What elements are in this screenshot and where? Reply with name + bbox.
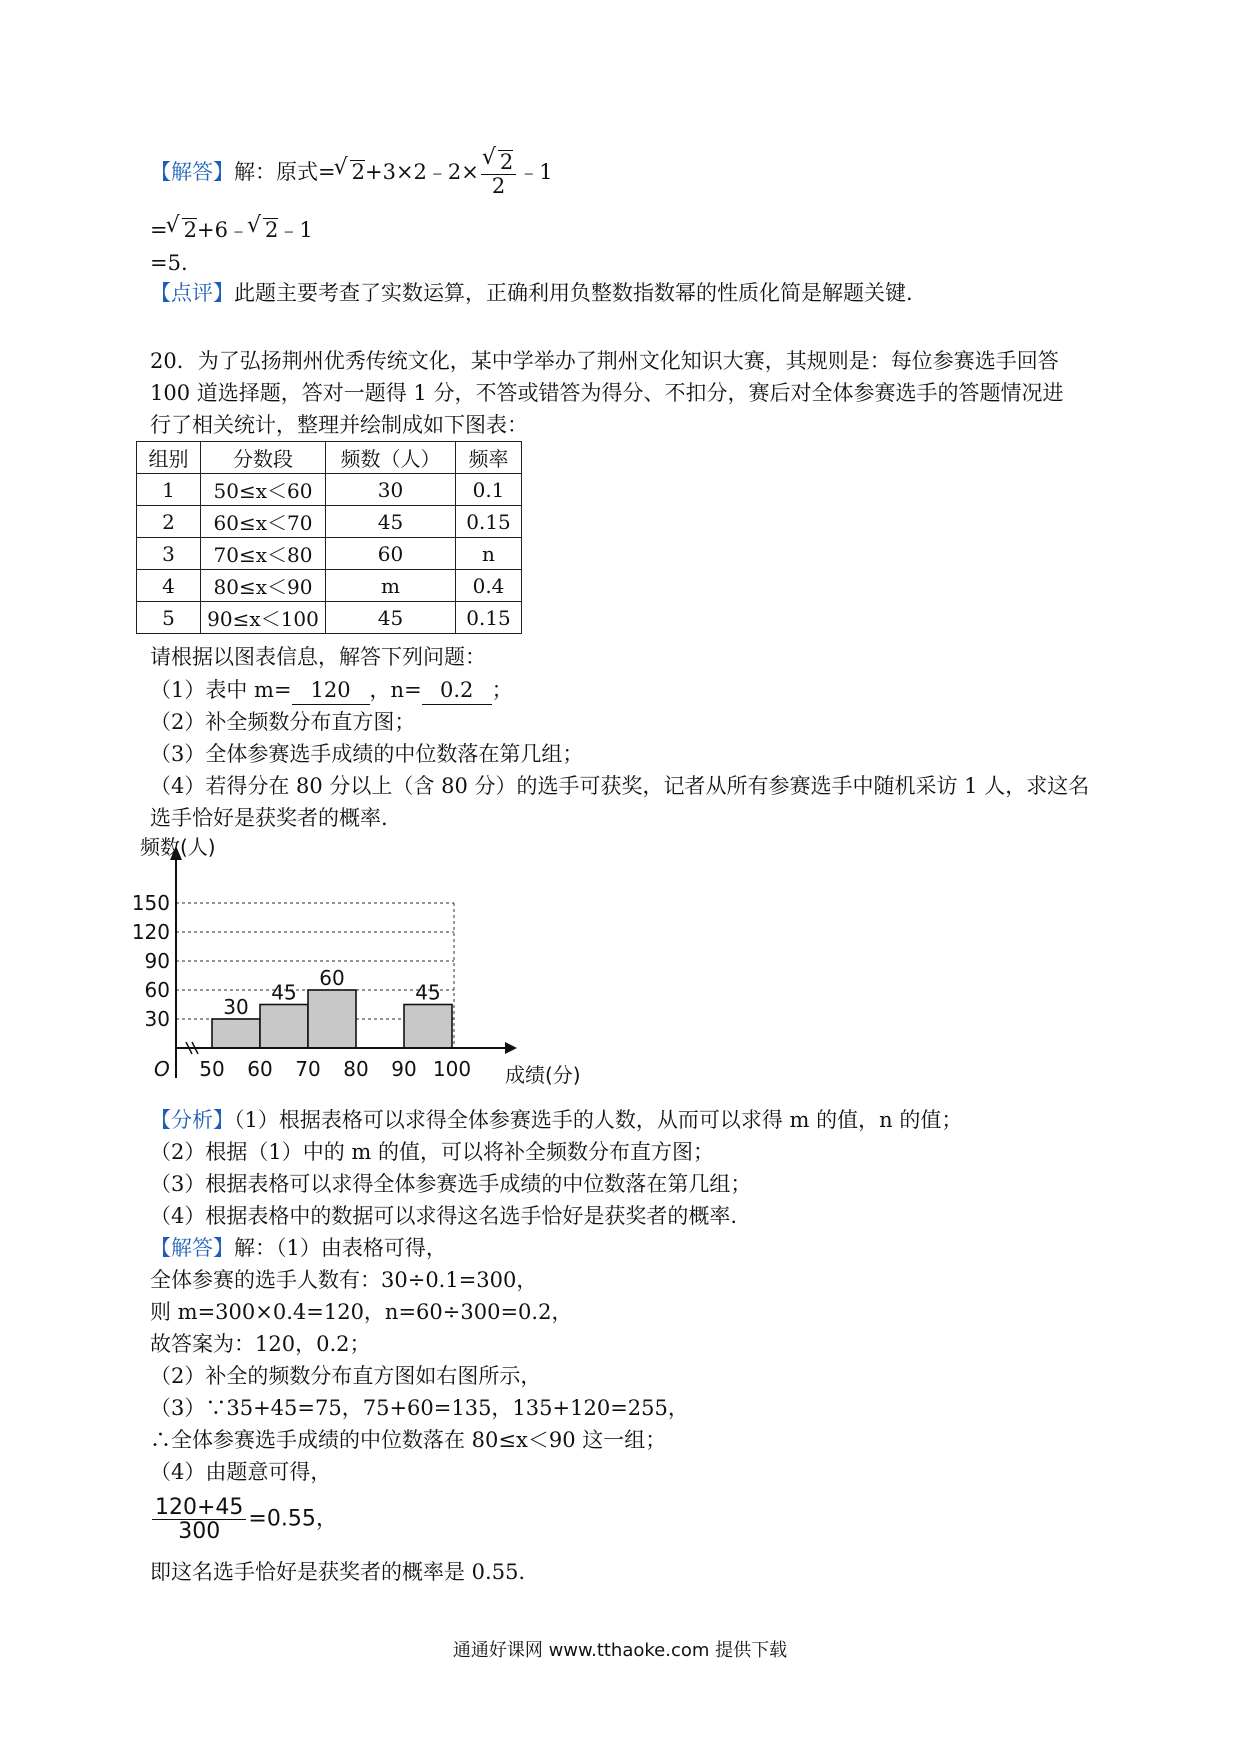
x-axis-label: 成绩(分) (505, 1063, 581, 1087)
question-line3: 行了相关统计，整理并绘制成如下图表： (150, 413, 528, 437)
histogram-bar (308, 990, 356, 1048)
table-row (137, 474, 522, 506)
table-cell: 90≤x＜100 (201, 602, 326, 634)
top-review: 【点评】此题主要考查了实数运算，正确利用负整数指数幂的性质化简是解题关键. (150, 281, 913, 305)
bar-value-label: 30 (223, 995, 249, 1019)
table-header: 分数段 (201, 442, 326, 474)
y-tick-label: 150 (131, 891, 170, 915)
table-header: 组别 (137, 442, 201, 474)
answer-blank-n: 0.2 (422, 676, 492, 705)
solution-line7: ∴全体参赛选手成绩的中位数落在 80≤x＜90 这一组； (150, 1428, 667, 1452)
table-cell: 0.4 (456, 570, 522, 602)
table-cell: 45 (326, 602, 456, 634)
table-cell: 0.1 (456, 474, 522, 506)
prompt-q4-line2: 选手恰好是获奖者的概率. (150, 806, 388, 830)
y-tick-label: 30 (144, 1007, 170, 1031)
table-header-row (137, 442, 522, 474)
prompt-q2: （2）补全频数分布直方图； (150, 710, 416, 734)
top-answer-line3: =5. (150, 251, 188, 275)
solution-tag: 【解答】 (150, 1236, 234, 1260)
x-tick-label: 70 (295, 1057, 321, 1081)
y-tick-label: 120 (131, 920, 170, 944)
analysis-tag: 【分析】 (150, 1108, 234, 1132)
question-line1: 20．为了弘扬荆州优秀传统文化，某中学举办了荆州文化知识大赛，其规则是：每位参赛选手回答 (150, 349, 1059, 373)
table-header: 频率 (456, 442, 522, 474)
table-cell: 70≤x＜80 (201, 538, 326, 570)
solution-line8: （4）由题意可得， (150, 1460, 332, 1484)
sqrt-symbol: √ 2 (350, 160, 365, 184)
analysis-line1: 【分析】（1）根据表格可以求得全体参赛选手的人数，从而可以求得 m 的值，n 的值； (150, 1108, 963, 1132)
x-tick-label: 60 (247, 1057, 273, 1081)
table-cell: 0.15 (456, 506, 522, 538)
sqrt-symbol: √ 2 (182, 218, 197, 242)
histogram-bar (212, 1019, 260, 1048)
table-cell: 1 (137, 474, 201, 506)
prompt-q1: （1）表中 m= 120 ，n= 0.2 ； (150, 676, 513, 705)
answer-blank-m: 120 (292, 676, 370, 705)
solution-line6: （3）∵35+45=75，75+60=135，135+120=255， (150, 1396, 689, 1420)
solution-line10: 即这名选手恰好是获奖者的概率是 0.55. (150, 1560, 526, 1584)
probability-fraction: $\frac{120+45}{300}$ (152, 1496, 246, 1543)
histogram-chart (131, 835, 600, 1088)
solution-line1: 【解答】解：（1）由表格可得， (150, 1236, 447, 1260)
table-cell: 0.15 (456, 602, 522, 634)
table-cell: 4 (137, 570, 201, 602)
review-tag: 【点评】 (150, 281, 234, 305)
table-row (137, 602, 522, 634)
prompt-intro: 请根据以图表信息，解答下列问题： (150, 645, 486, 669)
solution-line2: 全体参赛的选手人数有：30÷0.1=300， (150, 1268, 538, 1292)
table-cell: 45 (326, 506, 456, 538)
table-cell: 3 (137, 538, 201, 570)
bar-value-label: 60 (319, 966, 345, 990)
x-tick-label: 90 (391, 1057, 417, 1081)
frequency-table (136, 441, 522, 634)
prompt-q4-line1: （4）若得分在 80 分以上（含 80 分）的选手可获奖，记者从所有参赛选手中随机采访 1 人，求这名 (150, 774, 1090, 798)
y-tick-label: 90 (144, 949, 170, 973)
fraction: √ $\frac{2}{2}$ (481, 150, 516, 197)
bar-value-label: 45 (271, 980, 297, 1005)
answer-tag: 【解答】 (150, 160, 234, 185)
x-tick-label: 80 (343, 1057, 369, 1081)
top-answer-line2: =√ 2+6﹣√ 2﹣1 (150, 216, 313, 244)
table-cell: 2 (137, 506, 201, 538)
table-cell: 80≤x＜90 (201, 570, 326, 602)
origin-label: O (154, 1057, 170, 1081)
table-row (137, 570, 522, 602)
table-cell: m (326, 570, 456, 602)
x-tick-label: 50 (199, 1057, 225, 1081)
histogram-bar (404, 1005, 452, 1049)
question-line2: 100 道选择题，答对一题得 1 分，不答或错答为得分、不扣分，赛后对全体参赛选手的答题情况进 (150, 381, 1064, 405)
table-cell: 50≤x＜60 (201, 474, 326, 506)
x-axis-arrow (505, 1042, 517, 1054)
table-cell: 60 (326, 538, 456, 570)
prompt-q3: （3）全体参赛选手成绩的中位数落在第几组； (150, 742, 584, 766)
table-cell: 30 (326, 474, 456, 506)
y-axis-label: 频数(人) (140, 835, 216, 859)
solution-line5: （2）补全的频数分布直方图如右图所示， (150, 1364, 542, 1388)
bar-value-label: 45 (415, 980, 441, 1005)
page-footer: 通通好课网 www.tthaoke.com 提供下载 (452, 1640, 788, 1661)
table-cell: 60≤x＜70 (201, 506, 326, 538)
table-cell: n (456, 538, 522, 570)
solution-fraction-line: $\frac{120+45}{300}$ =0.55， (150, 1496, 338, 1543)
x-tick-label: 100 (432, 1057, 472, 1081)
analysis-line4: （4）根据表格中的数据可以求得这名选手恰好是获奖者的概率. (150, 1204, 738, 1228)
table-row (137, 506, 522, 538)
table-cell: 5 (137, 602, 201, 634)
y-tick-label: 60 (144, 978, 170, 1002)
analysis-line3: （3）根据表格可以求得全体参赛选手成绩的中位数落在第几组； (150, 1172, 752, 1196)
top-answer-line1: 【解答】解：原式=√ 2+3×2﹣2× √ $\frac{2}{2}$ ﹣1 (150, 150, 553, 197)
table-row (137, 538, 522, 570)
solution-line3: 则 m=300×0.4=120，n=60÷300=0.2， (150, 1300, 573, 1324)
solution-line4: 故答案为：120，0.2； (150, 1332, 371, 1356)
table-header: 频数（人） (326, 442, 456, 474)
analysis-line2: （2）根据（1）中的 m 的值，可以将补全频数分布直方图； (150, 1140, 714, 1164)
histogram-bar (260, 1005, 308, 1049)
sqrt-symbol: √ 2 (263, 218, 278, 242)
